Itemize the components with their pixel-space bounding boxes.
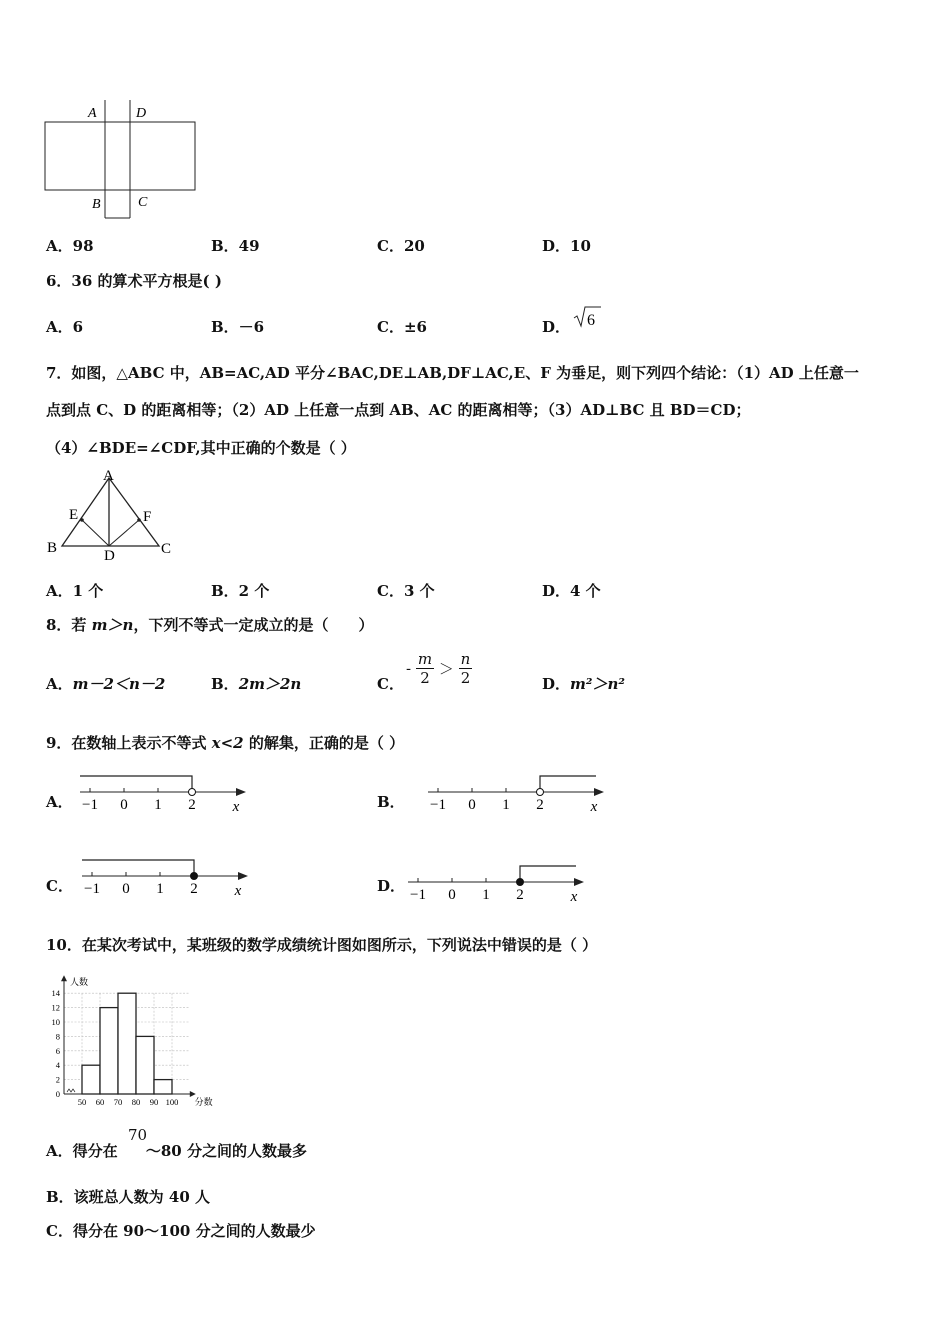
q9-d-tick-label: 0 — [448, 887, 456, 903]
q9-b-solution-ray — [540, 776, 596, 792]
q10-axis-break — [67, 1089, 75, 1092]
q9-a-axis-var: x — [232, 799, 240, 815]
q8-option-c-relation: ＞ — [438, 660, 454, 678]
q10-bar-80-90 — [136, 1036, 154, 1094]
q9-d-endpoint-closed — [517, 879, 524, 886]
q10-option-a-suffix: ～80 分之间的人数最多 — [145, 1142, 307, 1160]
q10-bar-60-70 — [100, 1008, 118, 1094]
q10-option-a-prefix: A．得分在 — [46, 1142, 123, 1160]
q8-frac2-denominator: 2 — [460, 669, 471, 687]
q9-a-endpoint-open — [189, 789, 196, 796]
q8-option-c-math — [406, 650, 472, 687]
q9-d-solution-ray — [520, 866, 576, 882]
q10-bar-90-100 — [154, 1080, 172, 1094]
q7-label-a: A — [103, 468, 114, 484]
q9-a-solution-ray — [80, 776, 192, 792]
q6-option-d — [542, 317, 570, 337]
q9-d-axis-var: x — [570, 889, 578, 905]
q8-stem-suffix: ，下列不等式一定成立的是（ ） — [133, 616, 374, 634]
q9-d-tick-label: −1 — [410, 887, 426, 903]
q6-stem: 6．36 的算术平方根是( ) — [46, 272, 222, 290]
q9-d-tick-label: 2 — [516, 887, 524, 903]
q5-label-d: D — [136, 106, 147, 121]
q6-sqrt-six — [572, 304, 602, 330]
q7-option-d: D．4 个 — [542, 582, 601, 600]
q10-option-b: B．该班总人数为 40 人 — [46, 1188, 210, 1206]
q10-x-tick-label: 50 — [77, 1097, 87, 1107]
q7-stem-line2: 点到点 C、D 的距离相等；（2）AD 上任意一点到 AB、AC 的距离相等；（3）AD⊥BC 且 BD＝CD； — [46, 401, 751, 419]
q5-figure — [40, 100, 205, 225]
q10-y-tick-label: 14 — [51, 988, 60, 999]
q7-line-df — [109, 520, 139, 546]
q8-option-d-math: m²＞n² — [570, 675, 625, 693]
q10-option-c: C．得分在 90～100 分之间的人数最少 — [46, 1222, 316, 1240]
q9-a-tick-label: 1 — [154, 797, 162, 813]
q7-option-a: A．1 个 — [46, 582, 104, 600]
q8-option-a-math: m－2＜n－2 — [72, 675, 166, 693]
q7-label-b: B — [47, 540, 58, 556]
q9-a-axis-arrow — [236, 788, 246, 796]
q7-label-d: D — [104, 548, 115, 564]
q9-b-axis-var: x — [590, 799, 598, 815]
q9-c-tick-label: −1 — [84, 881, 100, 897]
q10-x-tick-label: 90 — [149, 1097, 159, 1107]
q9-option-c-label: C． — [46, 877, 73, 895]
q9-b-tick-label: 2 — [536, 797, 544, 813]
q10-y-axis-arrow — [61, 975, 67, 981]
q10-y-axis-title: 人数 — [70, 977, 89, 988]
q10-stem: 10．在某次考试中，某班级的数学成绩统计图如图所示，下列说法中错误的是（ ） — [46, 936, 598, 954]
q5-option-c: C．20 — [377, 237, 425, 255]
q9-option-b-label: B． — [377, 793, 405, 811]
q8-option-c — [377, 674, 404, 694]
q10-bar-70-80 — [118, 993, 136, 1094]
q5-label-b: B — [92, 197, 101, 212]
q8-stem — [46, 615, 373, 635]
q8-fraction-n-over-2 — [459, 650, 473, 687]
q9-b-tick-label: 0 — [468, 797, 476, 813]
q8-frac1-denominator: 2 — [420, 669, 430, 687]
q7-triangle-figure — [44, 466, 179, 566]
q10-x-tick-label: 80 — [131, 1097, 141, 1107]
q9-option-d-label: D． — [377, 877, 406, 895]
q7-line-de — [82, 520, 109, 546]
q9-d-axis-arrow — [574, 878, 584, 886]
q10-y-tick-label: 12 — [51, 1002, 60, 1013]
q8-option-c-neg: - — [406, 659, 412, 678]
q7-label-e: E — [69, 507, 79, 523]
q10-bar-50-60 — [82, 1065, 100, 1094]
q7-point-e — [80, 518, 84, 522]
q9-b-tick-label: −1 — [430, 797, 446, 813]
q7-label-f: F — [143, 509, 152, 525]
q10-x-axis-title: 分数 — [194, 1097, 213, 1107]
q8-option-d-prefix: D． — [542, 675, 571, 693]
q10-y-tick-label: 2 — [55, 1074, 60, 1085]
q5-left-rect — [45, 122, 195, 190]
q10-x-tick-label: 100 — [165, 1097, 179, 1107]
q5-option-d: D．10 — [542, 237, 591, 255]
q10-option-a — [46, 1141, 307, 1161]
q9-a-tick-label: 0 — [120, 797, 128, 813]
q5-option-b: B．49 — [211, 237, 260, 255]
q10-x-tick-label: 60 — [95, 1097, 105, 1107]
q10-option-a-number: 70 — [128, 1126, 148, 1144]
q9-stem-suffix: 的解集，正确的是（ ） — [243, 734, 405, 752]
q9-c-solution-ray — [82, 860, 194, 876]
q9-a-tick-label: −1 — [82, 797, 98, 813]
q9-b-endpoint-open — [537, 789, 544, 796]
q7-label-c: C — [161, 541, 172, 557]
q10-histogram — [40, 965, 240, 1110]
q9-b-tick-label: 1 — [502, 797, 510, 813]
q6-option-a: A．6 — [46, 318, 84, 336]
q8-option-a-prefix: A． — [46, 675, 73, 693]
q6-radicand: 6 — [587, 312, 595, 329]
q8-option-b-math: 2m＞2n — [238, 675, 302, 693]
q10-x-tick-label: 70 — [113, 1097, 123, 1107]
q5-label-a: A — [88, 106, 97, 121]
q9-d-tick-label: 1 — [482, 887, 490, 903]
q8-option-c-prefix: C． — [377, 675, 404, 693]
q9-stem — [46, 733, 404, 753]
q7-option-b: B．2 个 — [211, 582, 270, 600]
q10-y-tick-label: 0 — [55, 1089, 60, 1099]
q10-y-tick-label: 6 — [55, 1045, 60, 1056]
q7-option-c: C．3 个 — [377, 582, 435, 600]
q9-c-tick-label: 1 — [156, 881, 164, 897]
q6-option-c: C．±6 — [377, 318, 427, 336]
q5-option-a: A．98 — [46, 237, 94, 255]
q9-number-line-a — [78, 770, 250, 820]
q6-option-b: B．－6 — [211, 318, 265, 336]
q9-c-tick-label: 0 — [122, 881, 130, 897]
q9-option-a-label: A． — [46, 793, 73, 811]
q8-frac1-numerator: m — [417, 650, 433, 668]
q8-stem-math: m＞n — [91, 616, 134, 634]
q9-c-axis-arrow — [238, 872, 248, 880]
q6-option-d-prefix: D． — [542, 318, 571, 336]
q9-b-axis-arrow — [594, 788, 604, 796]
q9-a-tick-label: 2 — [188, 797, 196, 813]
q8-fraction-m-over-2 — [416, 650, 434, 687]
q8-frac2-numerator: n — [460, 650, 471, 668]
q9-c-endpoint-closed — [191, 873, 198, 880]
q8-stem-prefix: 8．若 — [46, 616, 92, 634]
q9-stem-prefix: 9．在数轴上表示不等式 — [46, 734, 212, 752]
q8-option-b — [211, 674, 301, 694]
q7-point-f — [137, 518, 141, 522]
q9-number-line-c — [80, 854, 252, 904]
q9-number-line-d — [406, 860, 588, 908]
q10-y-tick-label: 8 — [55, 1031, 60, 1042]
q8-option-a — [46, 674, 165, 694]
q9-c-axis-var: x — [234, 883, 242, 899]
q8-option-d — [542, 674, 625, 694]
q9-c-tick-label: 2 — [190, 881, 198, 897]
q9-number-line-b — [426, 770, 608, 820]
q9-stem-math: x<2 — [211, 734, 244, 752]
q7-stem-line3: （4）∠BDE=∠CDF,其中正确的个数是（ ） — [46, 439, 356, 457]
q10-y-tick-label: 10 — [51, 1017, 60, 1027]
q7-stem-line1: 7．如图，△ABC 中，AB=AC,AD 平分∠BAC,DE⊥AB,DF⊥AC,E、F 为垂足，则下列四个结论：（1）AD 上任意一 — [46, 364, 859, 382]
q10-y-tick-label: 4 — [55, 1060, 60, 1071]
q8-option-b-prefix: B． — [211, 675, 239, 693]
q5-label-c: C — [138, 195, 148, 210]
